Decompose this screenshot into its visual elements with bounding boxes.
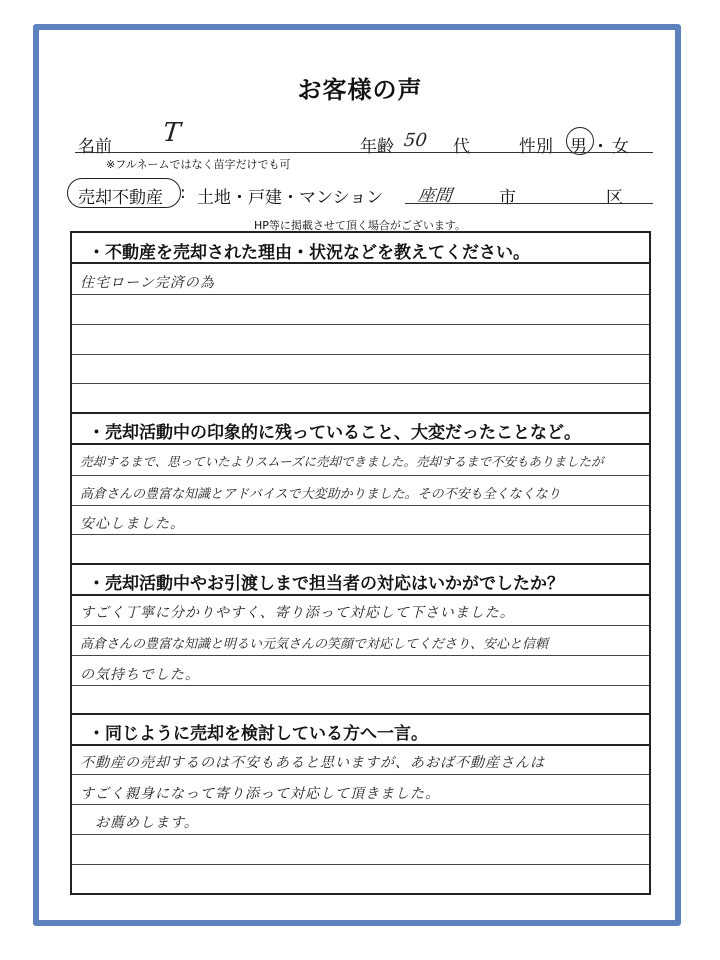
gender-male: 男 bbox=[570, 137, 587, 157]
ruled-line bbox=[72, 324, 649, 325]
ruled-line bbox=[72, 383, 649, 384]
name-underline bbox=[75, 152, 653, 153]
question-4-heading: ・同じように売却を検討している方へ一言。 bbox=[88, 724, 428, 744]
page-title: お客様の声 bbox=[297, 76, 423, 104]
section-divider bbox=[72, 563, 649, 565]
age-value: 50 bbox=[402, 130, 429, 151]
question-2-divider bbox=[72, 443, 649, 445]
property-colon: : bbox=[180, 183, 186, 203]
question-4-divider bbox=[72, 744, 649, 746]
age-unit: 代 bbox=[453, 137, 470, 157]
answer-2-line-1: 売却するまで、思っていたよりスムーズに売却できました。売却するまで不安もありましたが bbox=[80, 454, 604, 469]
property-city-value: 座間 bbox=[416, 186, 453, 206]
answer-1-line-1: 住宅ローン完済の為 bbox=[80, 275, 215, 291]
section-divider bbox=[72, 412, 649, 414]
question-1-divider bbox=[72, 262, 649, 264]
ruled-line bbox=[72, 294, 649, 295]
ruled-line bbox=[72, 354, 649, 355]
section-divider bbox=[72, 713, 649, 715]
property-city-unit: 市 bbox=[499, 188, 516, 208]
ruled-line bbox=[72, 505, 649, 506]
age-label: 年齢 bbox=[360, 137, 394, 157]
answer-2-line-2: 高倉さんの豊富な知識とアドバイスで大変助かりました。その不安も全くなくなり bbox=[80, 487, 561, 502]
answer-3-line-3: の気持ちでした。 bbox=[80, 667, 200, 683]
question-3-divider bbox=[72, 594, 649, 596]
ruled-line bbox=[72, 685, 649, 686]
ruled-line bbox=[72, 655, 649, 656]
property-types: 土地・戸建・マンション bbox=[197, 188, 384, 208]
gender-female: 女 bbox=[612, 137, 629, 157]
name-label: 名前 bbox=[78, 137, 112, 157]
hp-publication-note: HP等に掲載させて頂く場合がございます。 bbox=[253, 219, 467, 232]
ruled-line bbox=[72, 804, 649, 805]
gender-label: 性別 bbox=[519, 137, 553, 157]
property-underline bbox=[405, 203, 653, 204]
question-2-heading: ・売却活動中の印象的に残っていること、大変だったことなど。 bbox=[88, 423, 581, 443]
ruled-line bbox=[72, 534, 649, 535]
ruled-line bbox=[72, 475, 649, 476]
property-label: 売却不動産 bbox=[78, 188, 163, 208]
answer-4-line-3: お薦めします。 bbox=[95, 815, 199, 831]
ruled-line bbox=[72, 834, 649, 835]
answer-2-line-3: 安心しました。 bbox=[80, 516, 185, 532]
ruled-line bbox=[72, 774, 649, 775]
question-1-heading: ・不動産を売却された理由・状況などを教えてください。 bbox=[88, 243, 530, 263]
answer-4-line-2: すごく親身になって寄り添って対応して頂きました。 bbox=[80, 786, 440, 802]
ruled-line bbox=[72, 864, 649, 865]
property-ward-unit: 区 bbox=[606, 188, 623, 208]
question-3-heading: ・売却活動中やお引渡しまで担当者の対応はいかがでしたか？ bbox=[88, 574, 564, 594]
answer-4-line-1: 不動産の売却するのは不安もあると思いますが、あおば不動産さんは bbox=[80, 755, 545, 771]
ruled-line bbox=[72, 625, 649, 626]
name-note: ※フルネームではなく苗字だけでも可 bbox=[106, 158, 291, 171]
answer-3-line-2: 高倉さんの豊富な知識と明るい元気さんの笑顔で対応してくださり、安心と信頼 bbox=[80, 637, 549, 652]
name-value: T bbox=[161, 118, 182, 148]
answer-3-line-1: すごく丁寧に分かりやすく、寄り添って対応して下さいました。 bbox=[80, 605, 515, 621]
gender-separator: ・ bbox=[592, 137, 609, 157]
